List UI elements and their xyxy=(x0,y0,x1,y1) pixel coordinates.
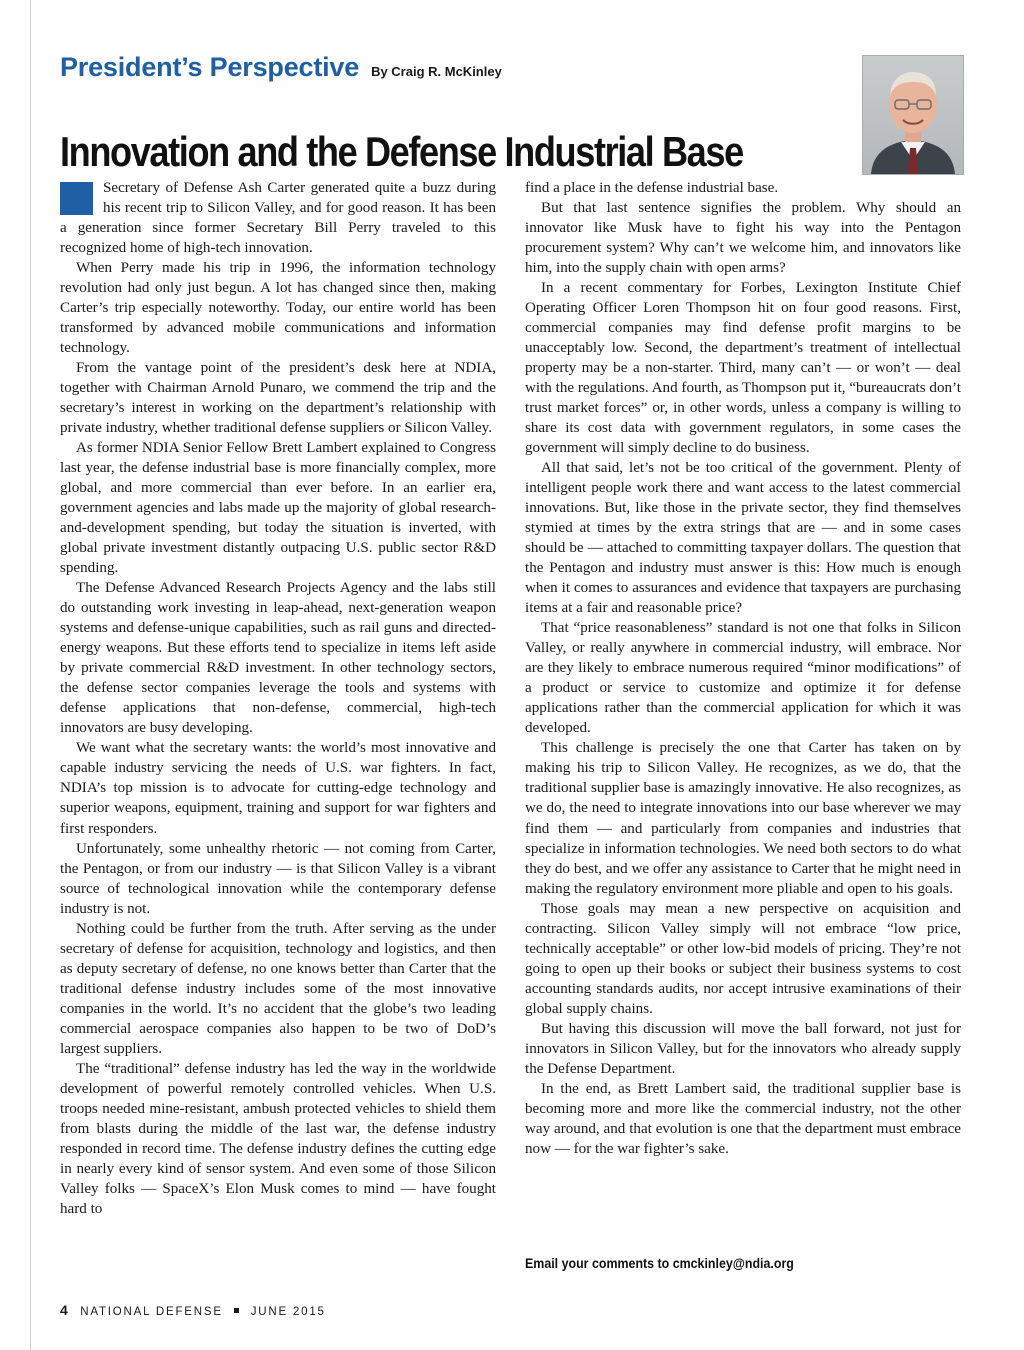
portrait-illustration xyxy=(863,56,963,174)
article-paragraph: Those goals may mean a new perspective on acquisition and contracting. Silicon Valley simply will not embrace “low price, technically acceptable” or other low-bid models of pricing. They’re not going to open up their books or subject their business systems to cost accounting standards audits, nor accept intrusive examinations of their global supply chains. xyxy=(525,900,961,1017)
article-paragraph: In the end, as Brett Lambert said, the traditional supplier base is becoming more and more like the commercial industry, not the other way around, and that evolution is one that the department must embrace now — for the war fighter’s sake. xyxy=(525,1080,961,1157)
article-paragraph: From the vantage point of the president’s desk here at NDIA, together with Chairman Arnold Punaro, we commend the trip and the secretary’s interest in working on the department’s relationship with private industry, whether traditional defense suppliers or Silicon Valley. xyxy=(60,360,496,437)
section-kicker xyxy=(60,52,502,83)
page-number: 4 xyxy=(60,1302,68,1318)
article-paragraph: The Defense Advanced Research Projects Agency and the labs still do outstanding work investing in leap-ahead, next-generation weapon systems and defense-unique capabilities, such as rail guns and directed-energy weapons. But these efforts tend to specialize in items left aside by private commercial R&D investment. In other technology sectors, the defense sector companies leverage the tools and systems with defense applications that non-defense, commercial, high-tech innovators are busy developing. xyxy=(60,580,496,737)
article-paragraph: But having this discussion will move the ball forward, not just for innovators in Silicon Valley, but for the innovators who already supply the Defense Department. xyxy=(525,1020,961,1077)
article-column-left xyxy=(60,178,496,1219)
page-edge-rule xyxy=(30,0,31,1350)
page-footer xyxy=(60,1302,326,1320)
article-paragraph: The “traditional” defense industry has led the way in the worldwide development of powerful remotely controlled vehicles. When U.S. troops needed mine-resistant, ambush protected vehicles to shield them from blasts during the middle of the last war, the defense industry responded in record time. The defense industry defines the cutting edge in nearly every kind of sensor system. And even some of those Silicon Valley folks — SpaceX’s Elon Musk comes to mind — have fought hard to xyxy=(60,1060,496,1217)
article-column-right xyxy=(525,178,961,1159)
article-paragraph: When Perry made his trip in 1996, the information technology revolution had only just begun. A lot has changed since then, making Carter’s trip especially noteworthy. Today, our entire world has been transformed by advanced mobile communications and information technology. xyxy=(60,260,496,357)
article-paragraph: But that last sentence signifies the problem. Why should an innovator like Musk have to fight his way into the Pentagon procurement system? Why can’t we welcome him, and innovators like him, into the supply chain with open arms? xyxy=(525,200,961,277)
article-paragraph: This challenge is precisely the one that Carter has taken on by making his trip to Silicon Valley. He recognizes, as we do, that the traditional supplier base is amazingly innovative. He also recognizes, as we do, the need to integrate innovations into our base wherever we may find them — and particularly from companies and industries that specialize in information technologies. We need both sectors to do what they do best, and we offer any assistance to Carter that he might need in making the regulatory environment more pliable and open to his goals. xyxy=(525,740,961,897)
byline: By Craig R. McKinley xyxy=(371,64,502,79)
email-comments-note: Email your comments to cmckinley@ndia.org xyxy=(525,1256,794,1271)
publication-name: NATIONAL DEFENSE xyxy=(80,1306,223,1318)
article-paragraph: All that said, let’s not be too critical of the government. Plenty of intelligent people work there and want access to the latest commercial innovations. But, like those in the private sector, they find themselves stymied at times by the extra strings that are — and in some cases should be — attached to committing taxpayer dollars. The question that the Pentagon and industry must answer is this: How much is enough when it comes to assurances and evidence that taxpayers are purchasing items at a fair and reasonable price? xyxy=(525,460,961,617)
article-paragraph: Unfortunately, some unhealthy rhetoric — not coming from Carter, the Pentagon, or from our industry — is that Silicon Valley is a vibrant source of technological innovation while the contemporary defense industry is not. xyxy=(60,840,496,917)
article-paragraph: That “price reasonableness” standard is not one that folks in Silicon Valley, or really anywhere in commercial industry, will embrace. Nor are they likely to embrace numerous required “minor modifications” of a product or service to customize and optimize it for defense applications rather than the commercial application for which it was developed. xyxy=(525,620,961,737)
paragraph-text: Secretary of Defense Ash Carter generated quite a buzz during his recent trip to Silicon Valley, and for good reason. It has been a generation since former Secretary Bill Perry traveled to this recognized home of high-tech innovation. xyxy=(60,180,496,257)
section-title: President’s Perspective xyxy=(60,52,360,82)
article-paragraph xyxy=(60,178,496,258)
author-portrait xyxy=(862,55,964,175)
footer-separator-icon xyxy=(234,1308,239,1313)
article-paragraph: find a place in the defense industrial base. xyxy=(525,180,779,196)
article-paragraph: As former NDIA Senior Fellow Brett Lambert explained to Congress last year, the defense industrial base is more financially complex, more global, and more commercial than ever before. In an earlier era, government agencies and labs made up the majority of global research-and-development spending, but today the situation is inverted, with global private investment distantly outpacing U.S. public sector R&D spending. xyxy=(60,440,496,577)
article-paragraph: Nothing could be further from the truth. After serving as the under secretary of defense for acquisition, technology and logistics, and then as deputy secretary of defense, no one knows better than Carter that the traditional defense industry includes some of the most innovative companies in the world. It’s no accident that the globe’s two leading commercial aerospace companies also happen to be two of DoD’s largest suppliers. xyxy=(60,920,496,1057)
drop-cap-square xyxy=(60,182,93,215)
article-paragraph: We want what the secretary wants: the world’s most innovative and capable industry servicing the needs of U.S. war fighters. In fact, NDIA’s top mission is to advocate for cutting-edge technology and superior weapons, equipment, training and support for war fighters and first responders. xyxy=(60,740,496,837)
article-headline: Innovation and the Defense Industrial Base xyxy=(60,128,743,175)
issue-date: JUNE 2015 xyxy=(250,1306,326,1318)
article-paragraph: In a recent commentary for Forbes, Lexington Institute Chief Operating Officer Loren Thompson hit on four good reasons. First, commercial companies may find defense profit margins to be unacceptably low. Second, the department’s treatment of intellectual property may be a non-starter. Third, many can’t — or won’t — deal with the regulations. And fourth, as Thompson put it, “bureaucrats don’t trust market forces” or, in other words, unless a company is willing to share its cost data with government regulators, in some cases the government will simply decline to do business. xyxy=(525,280,961,457)
